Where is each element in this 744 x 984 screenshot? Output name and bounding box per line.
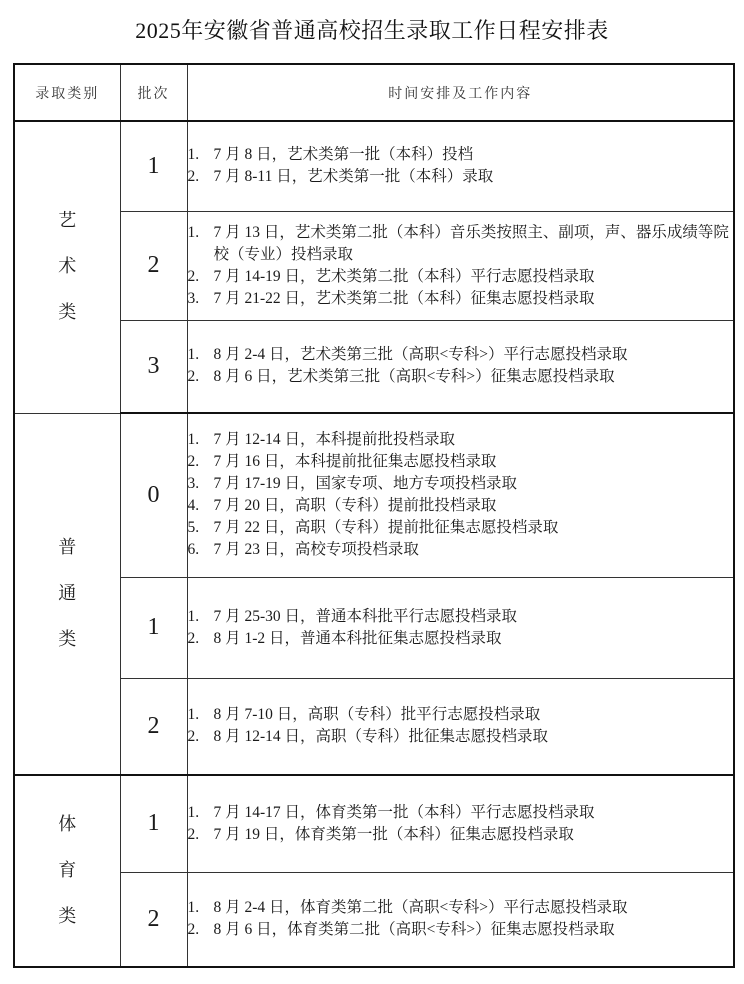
list-item: 2. 7 月 19 日，体育类第一批（本科）征集志愿投档录取 — [187, 825, 574, 843]
table-row — [14, 413, 734, 577]
schedule-list — [188, 606, 734, 650]
batch-cell: 3 — [120, 320, 187, 413]
schedule-cell — [187, 320, 734, 413]
schedule-list — [188, 144, 734, 188]
list-item: 4. 7 月 20 日，高职（专科）提前批投档录取 — [187, 497, 497, 515]
admission-schedule-table — [13, 63, 735, 968]
schedule-cell — [187, 413, 734, 577]
list-item: 2. 7 月 16 日，本科提前批征集志愿投档录取 — [187, 453, 497, 471]
list-item: 3. 7 月 17-19 日，国家专项、地方专项投档录取 — [187, 475, 518, 493]
table-row — [14, 577, 734, 678]
category-char: 类 — [58, 628, 77, 650]
list-item: 2. 8 月 12-14 日，高职（专科）批征集志愿投档录取 — [187, 728, 549, 746]
schedule-list — [188, 429, 734, 561]
schedule-cell — [187, 872, 734, 967]
list-item: 1. 7 月 12-14 日，本科提前批投档录取 — [187, 431, 456, 449]
list-item: 6. 7 月 23 日，高校专项投档录取 — [187, 541, 419, 559]
header-category: 录取类别 — [14, 64, 120, 121]
list-item: 5. 7 月 22 日，高职（专科）提前批征集志愿投档录取 — [187, 519, 559, 537]
table-row — [14, 121, 734, 211]
category-char: 类 — [58, 906, 77, 927]
list-item: 2. 8 月 6 日，艺术类第三批（高职<专科>）征集志愿投档录取 — [187, 368, 615, 386]
category-char: 类 — [58, 302, 77, 324]
header-schedule: 时间安排及工作内容 — [187, 64, 734, 121]
schedule-list — [188, 704, 734, 748]
list-item: 1. 8 月 7-10 日，高职（专科）批平行志愿投档录取 — [187, 706, 541, 724]
table-row — [14, 775, 734, 872]
table-row — [14, 678, 734, 775]
list-item: 1. 7 月 13 日，艺术类第二批（本科）音乐类按照主、副项，声、器乐成绩等院校（专业）投档录取 — [187, 223, 729, 263]
category-char: 体 — [58, 814, 77, 835]
list-item: 1. 7 月 8 日，艺术类第一批（本科）投档 — [187, 146, 474, 164]
list-item: 1. 8 月 2-4 日，艺术类第三批（高职<专科>）平行志愿投档录取 — [187, 346, 628, 364]
batch-cell: 0 — [120, 413, 187, 577]
category-cell-sports — [14, 775, 120, 967]
list-item: 2. 7 月 14-19 日，艺术类第二批（本科）平行志愿投档录取 — [187, 267, 595, 285]
list-item: 1. 7 月 25-30 日，普通本科批平行志愿投档录取 — [187, 607, 518, 625]
schedule-cell — [187, 678, 734, 775]
table-row — [14, 211, 734, 320]
batch-cell: 1 — [120, 121, 187, 211]
category-char: 普 — [58, 536, 77, 558]
batch-cell: 2 — [120, 678, 187, 775]
list-item: 1. 8 月 2-4 日，体育类第二批（高职<专科>）平行志愿投档录取 — [187, 899, 628, 917]
document-title: 2025年安徽省普通高校招生录取工作日程安排表 — [135, 18, 609, 43]
batch-cell: 2 — [120, 211, 187, 320]
schedule-list — [188, 802, 734, 846]
batch-cell: 1 — [120, 577, 187, 678]
category-char: 术 — [58, 256, 77, 278]
header-row — [14, 64, 734, 121]
schedule-cell — [187, 211, 734, 320]
category-char: 育 — [58, 860, 77, 881]
list-item: 3. 7 月 21-22 日，艺术类第二批（本科）征集志愿投档录取 — [187, 289, 595, 307]
category-char: 通 — [58, 582, 77, 604]
schedule-cell — [187, 577, 734, 678]
header-batch: 批次 — [120, 64, 187, 121]
category-cell-art — [14, 121, 120, 413]
table-row — [14, 320, 734, 413]
list-item: 2. 8 月 1-2 日，普通本科批征集志愿投档录取 — [187, 629, 502, 647]
schedule-cell — [187, 775, 734, 872]
schedule-cell — [187, 121, 734, 211]
batch-cell: 1 — [120, 775, 187, 872]
batch-cell: 2 — [120, 872, 187, 967]
category-char: 艺 — [58, 210, 77, 232]
table-row — [14, 872, 734, 967]
category-cell-regular — [14, 413, 120, 775]
schedule-list — [188, 897, 734, 941]
schedule-list — [188, 222, 734, 310]
list-item: 2. 8 月 6 日，体育类第二批（高职<专科>）征集志愿投档录取 — [187, 921, 615, 939]
list-item: 2. 7 月 8-11 日，艺术类第一批（本科）录取 — [187, 168, 494, 186]
schedule-list — [188, 344, 734, 388]
list-item: 1. 7 月 14-17 日，体育类第一批（本科）平行志愿投档录取 — [187, 803, 595, 821]
